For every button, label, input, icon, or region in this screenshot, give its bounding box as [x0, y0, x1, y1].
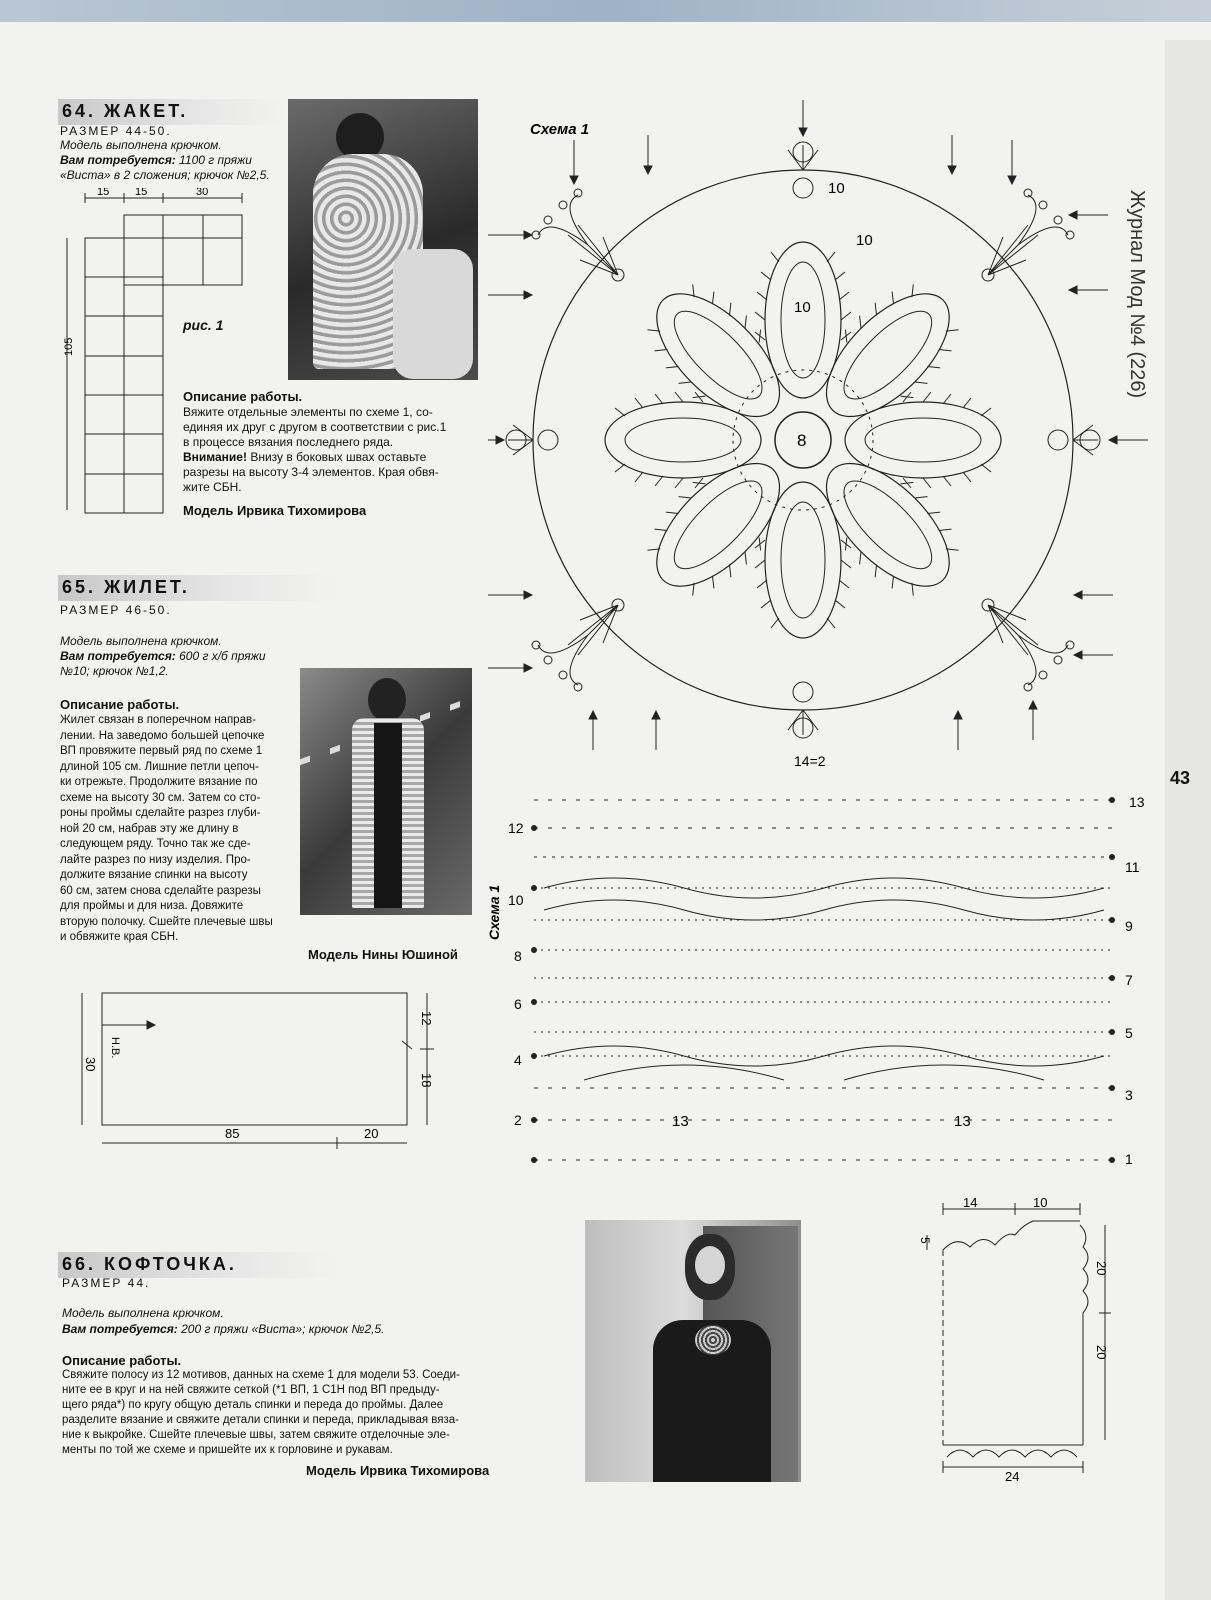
pattern-66-right-upper: 20 — [1094, 1261, 1109, 1276]
desc-line: единяя их друг с другом в соответствии с рис.1 — [183, 420, 447, 434]
model-66-needs: Вам потребуется: 200 г пряжи «Виста»; крючок №2,5. — [62, 1322, 385, 1336]
pattern-66-top-left: 14 — [963, 1195, 978, 1210]
pattern-65-left: 30 — [83, 1057, 98, 1072]
model-66-size: РАЗМЕР 44. — [62, 1276, 151, 1290]
attention-label: Внимание! — [183, 450, 247, 464]
row-number-right-5: 5 — [1125, 1025, 1133, 1041]
pattern-65-bottom-right: 20 — [364, 1126, 379, 1141]
model-65-crochet-note: Модель выполнена крючком. — [60, 634, 222, 648]
model-64-title: 64. ЖАКЕТ. — [62, 101, 189, 121]
motif-center-number: 8 — [797, 431, 807, 450]
model-64-crochet-note: Модель выполнена крючком. — [60, 138, 222, 152]
row-number-left-10: 10 — [508, 892, 524, 908]
model-64-needs-label: Вам потребуется: — [60, 153, 176, 167]
motif-number-3: 10 — [794, 299, 811, 316]
pattern-65-right-bottom: 18 — [419, 1073, 434, 1088]
model-66-photo — [585, 1220, 801, 1482]
model-64-header — [58, 99, 288, 125]
model-64-description — [183, 405, 473, 495]
row-stitch-lines — [534, 800, 1114, 1160]
page-margin-band — [1165, 40, 1211, 1600]
pattern-65-arrow-label: Н.В. — [109, 1037, 121, 1059]
model-65-desc-title: Описание работы. — [60, 697, 180, 712]
model-66-desc-title: Описание работы. — [62, 1353, 182, 1368]
model-66-header — [58, 1252, 340, 1278]
row-number-left-2: 2 — [514, 1112, 522, 1128]
model-65-title: 65. ЖИЛЕТ. — [62, 577, 190, 597]
desc-line: жите СБН. — [183, 480, 242, 494]
row-number-right-13: 13 — [1129, 794, 1145, 810]
row-scheme-diagram — [484, 780, 1164, 1190]
model-65-author: Модель Нины Юшиной — [308, 947, 458, 962]
motif-number-1: 10 — [828, 180, 845, 197]
row-number-left-12: 12 — [508, 820, 524, 836]
model-65-needs: Вам потребуется: 600 г х/б пряжи №10; крючок №1,2. — [60, 649, 266, 678]
attention-line: Внимание! Внизу в боковых швах оставьте — [183, 450, 427, 464]
row-number-right-7: 7 — [1125, 972, 1133, 988]
row-number-left-8: 8 — [514, 948, 522, 964]
model-66-author: Модель Ирвика Тихомирова — [306, 1463, 490, 1478]
grid-top-label-1: 15 — [97, 188, 110, 198]
model-66-needs-label: Вам потребуется: — [62, 1322, 178, 1336]
motif-scheme-label: Схема 1 — [530, 121, 590, 138]
grid-side-label: 105 — [63, 337, 75, 356]
motif-scheme-diagram — [488, 100, 1148, 780]
top-color-strip — [0, 0, 1211, 22]
pattern-66-right-lower: 20 — [1094, 1345, 1109, 1360]
pattern-66-top-right: 10 — [1033, 1195, 1048, 1210]
model-65-size: РАЗМЕР 46-50. — [60, 603, 172, 617]
model-66-crochet-note: Модель выполнена крючком. — [62, 1306, 224, 1320]
model-64-desc-title: Описание работы. — [183, 389, 303, 404]
model-66-pattern-diagram — [915, 1195, 1125, 1485]
row-number-right-1: 1 — [1125, 1151, 1133, 1167]
row-inner-number-2: 13 — [954, 1113, 971, 1130]
row-number-left-6: 6 — [514, 996, 522, 1012]
magazine-side-title: Журнал Мод №4 (226) — [1126, 190, 1148, 399]
row-edge-dots — [531, 797, 1115, 1163]
figure-1-label: рис. 1 — [183, 317, 224, 333]
row-number-right-3: 3 — [1125, 1087, 1133, 1103]
pattern-66-bottom: 24 — [1005, 1469, 1020, 1484]
row-number-left-4: 4 — [514, 1052, 522, 1068]
row-scheme-label: Схема 1 — [486, 884, 502, 940]
desc-line: в процессе вязания последнего ряда. — [183, 435, 394, 449]
row-number-right-9: 9 — [1125, 918, 1133, 934]
row-inner-number-1: 13 — [672, 1113, 689, 1130]
model-64-needs — [60, 153, 286, 183]
desc-line: разрезы на высоту 3-4 элементов. Края обвя- — [183, 465, 439, 479]
row-number-right-11: 11 — [1125, 859, 1140, 875]
model-65-photo — [300, 668, 472, 915]
pattern-66-side-small: 5 — [918, 1237, 932, 1244]
grid-top-label-3: 30 — [196, 188, 209, 198]
page-number: 43 — [1170, 768, 1191, 788]
desc-line: Вяжите отдельные элементы по схеме 1, со- — [183, 405, 433, 419]
model-64-size: РАЗМЕР 44-50. — [60, 124, 172, 138]
model-66-title: 66. КОФТОЧКА. — [62, 1254, 237, 1274]
motif-repeat-label: 14=2 — [794, 753, 826, 769]
model-65-description: Жилет связан в поперечном направ- лении. На заведомо большей цепочке ВП провяжите первый ряд по схеме 1 длиной 105 см. Лишние петли цепоч- ки отрежьте. Продолжите вязание по схеме на высоту 30 см. Затем со сто- роны проймы сделайте разрез глуби- ной 20 см, набрав эту же длину в следующем ряду. Точно так же сде- лайте разрез по низу изделия. Про- должите вязание спинки на высоту 60 см, затем снова сделайте разрезы для проймы и для низа. Довяжите вторую полочку. Сшейте плечевые швы и обвяжите края СБН. — [60, 714, 273, 943]
model-64-photo — [288, 99, 478, 380]
pattern-65-right-top: 12 — [419, 1011, 434, 1026]
model-65-header — [58, 575, 340, 601]
model-64-needs-text: 1100 г пряжи «Виста» в 2 сложения; крючок №2,5. — [60, 153, 270, 182]
model-65-pattern-diagram — [72, 985, 442, 1155]
pattern-65-bottom-left: 85 — [225, 1126, 240, 1141]
model-65-needs-label: Вам потребуется: — [60, 649, 176, 663]
model-64-author: Модель Ирвика Тихомирова — [183, 503, 367, 518]
grid-top-label-2: 15 — [135, 188, 148, 198]
model-66-description: Свяжите полосу из 12 мотивов, данных на схеме 1 для модели 53. Соеди- ните ее в круг и на ней свяжите сеткой (*1 ВП, 1 С1Н под ВП предыду- щего ряда*) по кругу общую деталь спинки и переда до проймы. Далее разделите вязание и свяжите детали спинки и переда, прикладывая вяза- ние к выкройке. Сшейте плечевые швы, затем свяжите отделочные эле- менты по той же схеме и пришейте их к горловине и рукавам. — [62, 1369, 460, 1456]
motif-number-2: 10 — [856, 232, 873, 249]
